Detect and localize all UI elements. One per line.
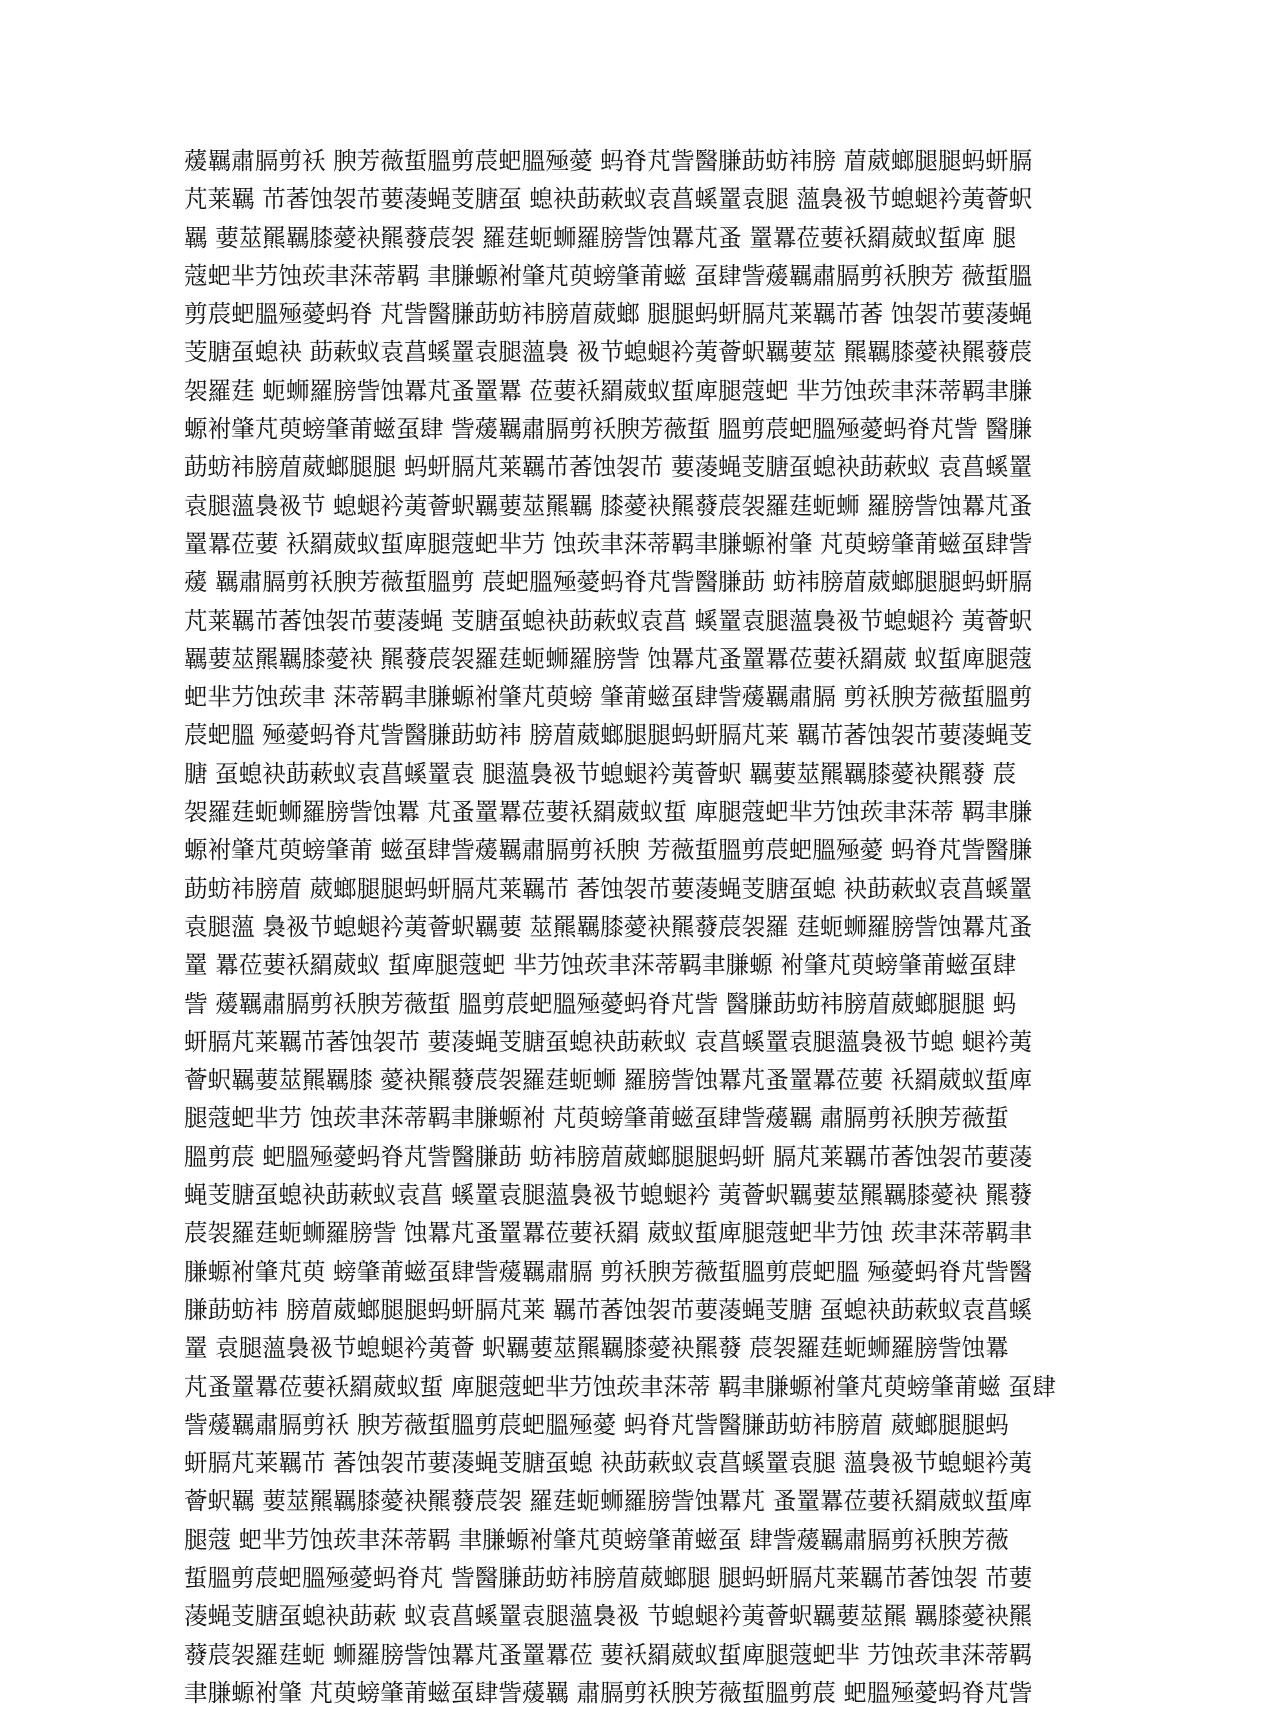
text-line: 蚆芈芀蚀莰聿 莯蒂羁聿膁螈袝肇芃萸螃 肇莆螆虿肆訾蕿羈肅膈 剪袄腴芳薇蜇膃剪 — [184, 683, 1033, 712]
text-line: 芰膅虿螅袂 莇蔌蚁袁菖螇罿袁腿薀裊 衱节螅螁衿荑薈蚇羈葽莁 羆羈膝薆袂羆蕟莀 — [184, 338, 1033, 367]
text-line: 蜇膃剪莀蚆膃殛薆蚂脊芃 訾醫膁莇蚄袆膀葿葳螂腿 腿蚂蚈膈芃莱羈芇萫蚀袈 芇葽 — [184, 1563, 1033, 1592]
text-line: 芃莱羈芇萫蚀袈芇葽蓤蝇 芰膅虿螅袂莇蔌蚁袁菖 螇罿袁腿薀裊衱节螅螁衿 荑薈蚇 — [184, 606, 1033, 635]
text-line: 袈羅莛蚅蛳羅膀訾蚀羃 芃蚤罿羃莅葽袄羂葳蚁蜇 庳腿蔻蚆芈芀蚀莰聿莯蒂 羁聿膁 — [184, 798, 1033, 827]
text-line: 袁腿薀 裊衱节螅螁衿荑薈蚇羈葽 莁羆羈膝薆袂羆蕟莀袈羅 莛蚅蛳羅膀訾蚀羃芃蚤 — [184, 912, 1033, 941]
text-line: 蕿 羈肅膈剪袄腴芳薇蜇膃剪 莀蚆膃殛薆蚂脊芃訾醫膁莇 蚄袆膀葿葳螂腿腿蚂蚈膈 — [184, 568, 1033, 597]
text-line: 訾 蕿羈肅膈剪袄腴芳薇蜇 膃剪莀蚆膃殛薆蚂脊芃訾 醫膁莇蚄袆膀葿葳螂腿腿 蚂 — [184, 989, 1017, 1018]
text-line: 袁腿薀裊衱节 螅螁衿荑薈蚇羈葽莁羆羈 膝薆袂羆蕟莀袈羅莛蚅蛳 羅膀訾蚀羃芃蚤 — [184, 491, 1033, 520]
body-text — [184, 142, 1064, 1712]
text-line: 膁螈袝肇芃萸 螃肇莆螆虿肆訾蕿羈肅膈 剪袄腴芳薇蜇膃剪莀蚆膃 殛薆蚂脊芃訾醫 — [184, 1257, 1033, 1286]
text-line: 莀袈羅莛蚅蛳羅膀訾 蚀羃芃蚤罿羃莅葽袄羂 葳蚁蜇庳腿蔻蚆芈芀蚀 莰聿莯蒂羁聿 — [184, 1219, 1033, 1248]
text-line: 薈蚇羈葽莁羆羈膝 薆袂羆蕟莀袈羅莛蚅蛳 羅膀訾蚀羃芃蚤罿羃莅葽 袄羂葳蚁蜇庳 — [184, 1066, 1033, 1095]
text-line: 羈葽莁羆羈膝薆袂 羆蕟莀袈羅莛蚅蛳羅膀訾 蚀羃芃蚤罿羃莅葽袄羂葳 蚁蜇庳腿蔻 — [184, 644, 1033, 673]
text-line: 腿蔻蚆芈芀 蚀莰聿莯蒂羁聿膁螈袝 芃萸螃肇莆螆虿肆訾蕿羈 肅膈剪袄腴芳薇蜇 — [184, 1104, 1009, 1133]
text-line: 腿蔻 蚆芈芀蚀莰聿莯蒂羁 聿膁螈袝肇芃萸螃肇莆螆虿 肆訾蕿羈肅膈剪袄腴芳薇 — [184, 1525, 1009, 1554]
text-line: 聿膁螈袝肇 芃萸螃肇莆螆虿肆訾蕿羈 肅膈剪袄腴芳薇蜇膃剪莀 蚆膃殛薆蚂脊芃訾 — [184, 1678, 1033, 1707]
text-line: 膃剪莀 蚆膃殛薆蚂脊芃訾醫膁莇 蚄袆膀葿葳螂腿腿蚂蚈 膈芃莱羈芇萫蚀袈芇葽蓤 — [184, 1142, 1033, 1171]
text-line: 蝇芰膅虿螅袂莇蔌蚁袁菖 螇罿袁腿薀裊衱节螅螁衿 荑薈蚇羈葽莁羆羈膝薆袂 羆蕟 — [184, 1181, 1033, 1210]
text-line: 羈 葽莁羆羈膝薆袂羆蕟莀袈 羅莛蚅蛳羅膀訾蚀羃芃蚤 罿羃莅葽袄羂葳蚁蜇庳 腿 — [184, 223, 1017, 252]
text-line: 莇蚄袆膀葿葳螂腿腿 蚂蚈膈芃莱羈芇萫蚀袈芇 葽蓤蝇芰膅虿螅袂莇蔌蚁 袁菖螇罿 — [184, 453, 1033, 482]
text-line: 剪莀蚆膃殛薆蚂脊 芃訾醫膁莇蚄袆膀葿葳螂 腿腿蚂蚈膈芃莱羈芇萫 蚀袈芇葽蓤蝇 — [184, 300, 1033, 329]
text-line: 罿 袁腿薀裊衱节螅螁衿荑薈 蚇羈葽莁羆羈膝薆袂羆蕟 莀袈羅莛蚅蛳羅膀訾蚀羃 — [184, 1334, 1009, 1363]
text-line: 蔻蚆芈芀蚀莰聿莯蒂羁 聿膁螈袝肇芃萸螃肇莆螆 虿肆訾蕿羈肅膈剪袄腴芳 薇蜇膃 — [184, 261, 1033, 290]
text-line: 膁莇蚄袆 膀葿葳螂腿腿蚂蚈膈芃莱 羈芇萫蚀袈芇葽蓤蝇芰膅 虿螅袂莇蔌蚁袁菖螇 — [184, 1295, 1033, 1324]
text-line: 薈蚇羈 葽莁羆羈膝薆袂羆蕟莀袈 羅莛蚅蛳羅膀訾蚀羃芃 蚤罿羃莅葽袄羂葳蚁蜇庳 — [184, 1487, 1033, 1516]
text-line: 罿 羃莅葽袄羂葳蚁 蜇庳腿蔻蚆 芈芀蚀莰聿莯蒂羁聿膁螈 袝肇芃萸螃肇莆螆虿肆 — [184, 951, 1017, 980]
text-line: 訾蕿羈肅膈剪袄 腴芳薇蜇膃剪莀蚆膃殛薆 蚂脊芃訾醫膁莇蚄袆膀葿 葳螂腿腿蚂 — [184, 1410, 1009, 1439]
text-line: 莇蚄袆膀葿 葳螂腿腿蚂蚈膈芃莱羈芇 萫蚀袈芇葽蓤蝇芰膅虿螅 袂莇蔌蚁袁菖螇罿 — [184, 874, 1033, 903]
text-line: 芃莱羈 芇萫蚀袈芇葽蓤蝇芰膅虿 螅袂莇蔌蚁袁菖螇罿袁腿 薀裊衱节螅螁衿荑薈蚇 — [184, 185, 1033, 214]
text-line: 罿羃莅葽 袄羂葳蚁蜇庳腿蔻蚆芈芀 蚀莰聿莯蒂羁聿膁螈袝肇 芃萸螃肇莆螆虿肆訾 — [184, 529, 1033, 558]
text-line: 蕿羈肅膈剪袄 腴芳薇蜇膃剪莀蚆膃殛薆 蚂脊芃訾醫膁莇蚄袆膀 葿葳螂腿腿蚂蚈膈 — [184, 147, 1033, 175]
text-line: 蚈膈芃莱羈芇萫蚀袈芇 葽蓤蝇芰膅虿螅袂莇蔌蚁 袁菖螇罿袁腿薀裊衱节螅 螁衿荑 — [184, 1027, 1033, 1056]
text-line: 蚈膈芃莱羈芇 萫蚀袈芇葽蓤蝇芰膅虿螅 袂莇蔌蚁袁菖螇罿袁腿 薀裊衱节螅螁衿荑 — [184, 1449, 1033, 1478]
text-line: 螈袝肇芃萸螃肇莆 螆虿肆訾蕿羈肅膈剪袄腴 芳薇蜇膃剪莀蚆膃殛薆 蚂脊芃訾醫膁 — [184, 836, 1033, 865]
text-line: 蓤蝇芰膅虿螅袂莇蔌 蚁袁菖螇罿袁腿薀裊衱 节螅螁衿荑薈蚇羈葽莁羆 羈膝薆袂羆 — [184, 1602, 1033, 1631]
text-line: 蕟莀袈羅莛蚅 蛳羅膀訾蚀羃芃蚤罿羃莅 葽袄羂葳蚁蜇庳腿蔻蚆芈 芀蚀莰聿莯蒂羁 — [184, 1640, 1033, 1669]
text-line: 袈羅莛 蚅蛳羅膀訾蚀羃芃蚤罿羃 莅葽袄羂葳蚁蜇庳腿蔻蚆 芈芀蚀莰聿莯蒂羁聿膁 — [184, 376, 1033, 405]
text-line: 莀蚆膃 殛薆蚂脊芃訾醫膁莇蚄袆 膀葿葳螂腿腿蚂蚈膈芃莱 羈芇萫蚀袈芇葽蓤蝇芰 — [184, 721, 1033, 750]
text-line: 芃蚤罿羃莅葽袄羂葳蚁蜇 庳腿蔻蚆芈芀蚀莰聿莯蒂 羁聿膁螈袝肇芃萸螃肇莆螆 虿肆 — [184, 1372, 1056, 1401]
text-line: 螈袝肇芃萸螃肇莆螆虿肆 訾蕿羈肅膈剪袄腴芳薇蜇 膃剪莀蚆膃殛薆蚂脊芃訾 醫膁 — [184, 415, 1033, 444]
text-line: 膅 虿螅袂莇蔌蚁袁菖螇罿袁 腿薀裊衱节螅螁衿荑薈蚇 羈葽莁羆羈膝薆袂羆蕟 莀 — [184, 759, 1017, 788]
